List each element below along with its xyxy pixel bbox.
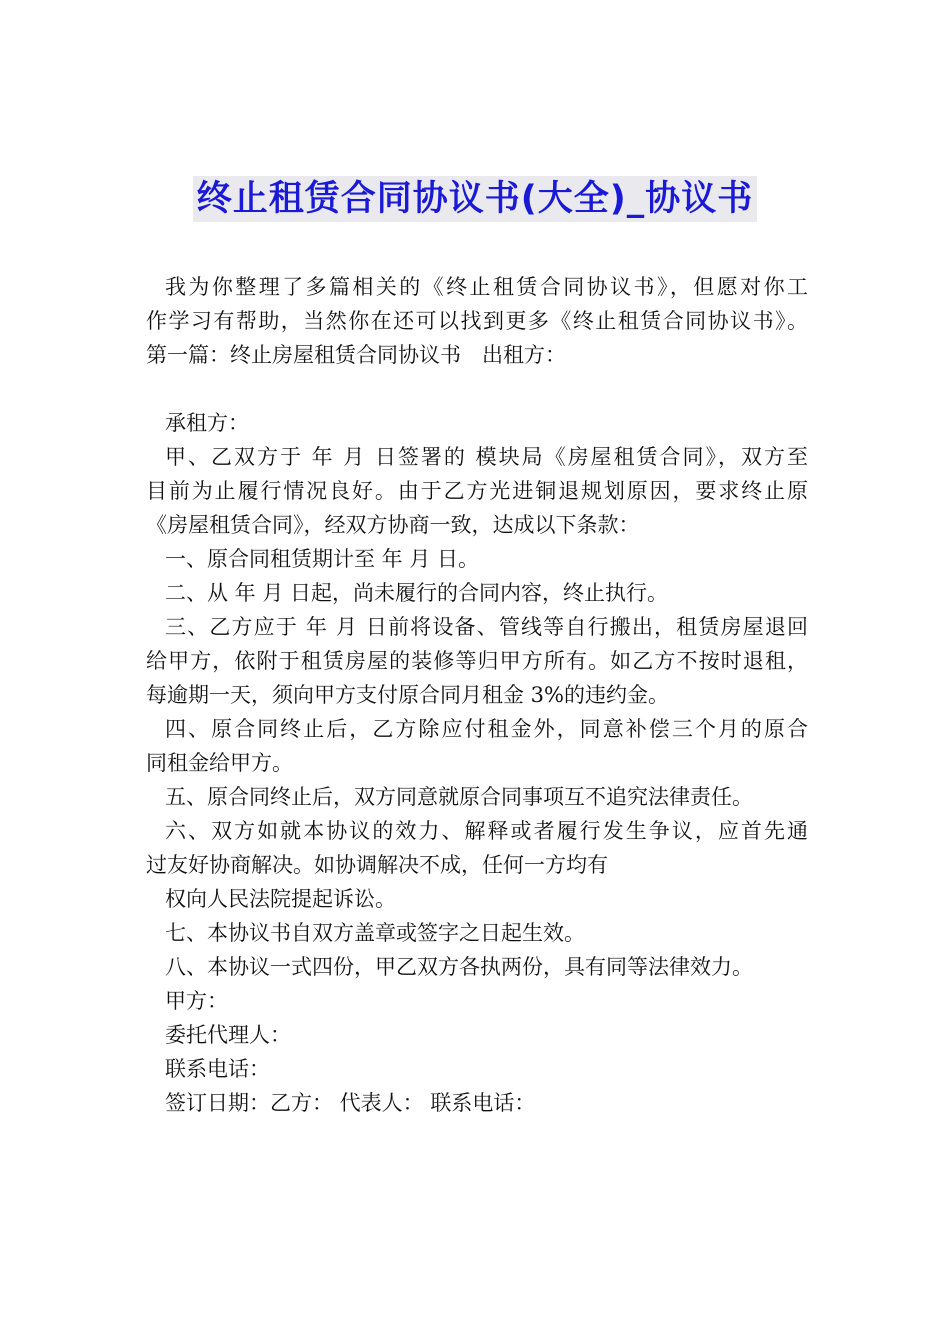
paragraph-line: 第一篇：终止房屋租赁合同协议书 出租方： <box>146 343 566 367</box>
paragraph-line: 我为你整理了多篇相关的《终止租赁合同协议书》，但愿对你工 <box>165 275 808 299</box>
signature-line: 签订日期：乙方： 代表人： 联系电话： <box>165 1091 536 1115</box>
clause-line: 三、乙方应于 年 月 日前将设备、管线等自行搬出，租赁房屋退回 <box>165 615 808 639</box>
clause-line: 每逾期一天，须向甲方支付原合同月租金 3%的违约金。 <box>146 683 669 707</box>
paragraph-line: 作学习有帮助，当然你在还可以找到更多《终止租赁合同协议书》。 <box>146 309 808 333</box>
clause-line: 八、本协议一式四份，甲乙双方各执两份，具有同等法律效力。 <box>165 955 753 979</box>
blank-line <box>146 372 808 406</box>
clause-line: 给甲方，依附于租赁房屋的装修等归甲方所有。如乙方不按时退租， <box>146 649 808 673</box>
clause-line: 同租金给甲方。 <box>146 751 293 775</box>
clause-line: 过友好协商解决。如协调解决不成，任何一方均有 <box>146 853 608 877</box>
clause-line: 权向人民法院提起诉讼。 <box>165 887 396 911</box>
clause-line: 一、原合同租赁期计至 年 月 日。 <box>165 547 480 571</box>
paragraph-line: 《房屋租赁合同》，经双方协商一致，达成以下条款： <box>146 513 640 537</box>
paragraph-line: 甲、乙双方于 年 月 日签署的 模块局《房屋租赁合同》，双方至 <box>165 445 808 469</box>
clause-line: 五、原合同终止后，双方同意就原合同事项互不追究法律责任。 <box>165 785 753 809</box>
document-body <box>146 270 808 1120</box>
signature-line: 甲方： <box>165 989 228 1013</box>
paragraph-line: 目前为止履行情况良好。由于乙方光进铜退规划原因，要求终止原 <box>146 479 808 503</box>
clause-line: 六、双方如就本协议的效力、解释或者履行发生争议，应首先通 <box>165 819 808 843</box>
clause-line: 四、原合同终止后，乙方除应付租金外，同意补偿三个月的原合 <box>165 717 808 741</box>
document-title: 终止租赁合同协议书(大全)_协议书 <box>193 176 758 222</box>
signature-line: 联系电话： <box>165 1057 270 1081</box>
title-container <box>0 176 950 222</box>
paragraph-line: 承租方： <box>165 411 249 435</box>
clause-line: 二、从 年 月 日起，尚未履行的合同内容，终止执行。 <box>165 581 669 605</box>
clause-line: 七、本协议书自双方盖章或签字之日起生效。 <box>165 921 585 945</box>
signature-line: 委托代理人： <box>165 1023 291 1047</box>
